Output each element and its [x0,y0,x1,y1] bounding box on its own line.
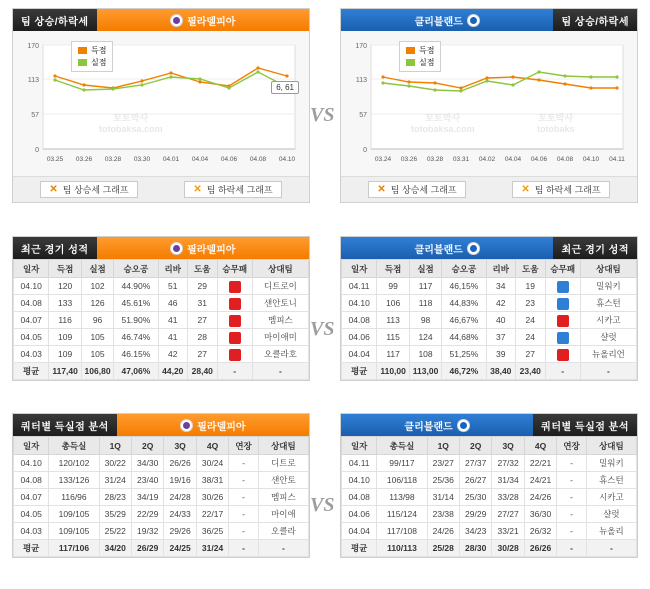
right-recent-team-bar [341,237,553,259]
col-result: 승무패 [217,260,252,278]
table-row: 04.10 106 118 44,83% 42 23 휴스턴 [342,295,637,312]
svg-text:03.31: 03.31 [452,156,470,163]
right-recent-panel [340,236,638,381]
svg-text:04.06: 04.06 [220,156,238,163]
left-recent-title: 최근 경기 성적 [21,244,89,256]
svg-text:04.08: 04.08 [556,156,574,163]
table-row-average: 평균 117/106 34/20 26/29 24/25 31/24 - - [14,540,309,557]
x-mark-icon: ✕ [193,184,202,195]
opponent-cell: 샬럿 [586,506,636,523]
right-quarter-table [341,436,637,557]
svg-text:03.28: 03.28 [426,156,444,163]
right-chart-legend [399,41,441,72]
vs-label-quarter: VS [310,494,335,516]
opponent-cell: 디트로이 [252,278,308,295]
table-row: 04.05 109 105 46.74% 41 28 마이애미 [14,329,309,346]
table-row-average: 평균 110,00 113,00 46,72% 38,40 23,40 - - [342,363,637,380]
result-badge [545,312,580,329]
result-icon [557,332,569,344]
svg-text:04.04: 04.04 [504,156,522,163]
right-chart-team-bar [341,9,553,31]
result-icon [229,332,241,344]
svg-text:04.06: 04.06 [530,156,548,163]
left-chart-svg [13,31,309,176]
col-date: 일자 [14,260,49,278]
table-row: 04.05 109/105 35/29 22/29 24/33 22/17 - 마이애 [14,506,309,523]
col-q2: 2Q [459,437,491,455]
vs-label-recent: VS [310,318,335,340]
col-result: 승무패 [545,260,580,278]
svg-text:03.28: 03.28 [104,156,122,163]
svg-text:03.26: 03.26 [75,156,93,163]
col-ast: 도움 [188,260,218,278]
result-badge [545,278,580,295]
table-row: 04.11 99/117 23/27 27/37 27/32 22/21 - 밀워키 [342,455,637,472]
col-ot: 연장 [557,437,587,455]
col-opponent: 상대팀 [252,260,308,278]
x-mark-icon: ✕ [521,184,530,195]
legend-swatch-against [406,59,415,66]
left-uptrend-button[interactable] [40,181,137,198]
col-ast: 도움 [516,260,546,278]
right-chart-panel [340,8,638,203]
legend-swatch-against [78,59,87,66]
result-icon [557,281,569,293]
table-header-row [14,437,309,455]
col-q2: 2Q [131,437,163,455]
left-recent-table [13,259,309,380]
table-row: 04.04 117/108 24/26 34/23 33/21 26/32 - 뉴올리 [342,523,637,540]
table-row: 04.06 115/124 23/38 29/29 27/27 36/30 - 샬럿 [342,506,637,523]
left-quarter-title: 쿼터별 득실점 분석 [21,421,109,433]
table-header-row [342,437,637,455]
table-row: 04.10 106/118 25/36 26/27 31/34 24/21 - 휴스턴 [342,472,637,489]
col-fg: 승오공 [114,260,158,278]
opponent-cell: 샌안토니 [252,295,308,312]
table-row: 04.06 115 124 44,68% 37 24 샬럿 [342,329,637,346]
table-row: 04.07 116 96 51.90% 41 27 멤피스 [14,312,309,329]
svg-text:03.25: 03.25 [46,156,64,163]
col-against: 실점 [409,260,441,278]
left-recent-team-label: 필라델피아 [187,244,236,256]
opponent-cell: 마이애 [258,506,308,523]
left-quarter-table [13,436,309,557]
table-row: 04.08 133 126 45.61% 46 31 샌안토니 [14,295,309,312]
left-chart-body [13,31,309,176]
left-chart-team-bar [97,9,309,31]
opponent-cell: 디트로 [258,455,308,472]
svg-text:113: 113 [27,77,39,84]
left-chart-header [13,9,309,31]
legend-entry-against [78,57,106,69]
left-quarter-team [172,418,253,433]
col-q3: 3Q [492,437,524,455]
table-header-row [342,260,637,278]
table-row: 04.10 120/102 30/22 34/30 26/26 30/24 - 디트로 [14,455,309,472]
table-row: 04.03 109 105 46.15% 42 27 오클라호 [14,346,309,363]
right-quarter-team [396,418,477,433]
col-q1: 1Q [427,437,459,455]
opponent-cell: 휴스턴 [580,295,636,312]
result-icon [557,315,569,327]
result-icon [557,298,569,310]
left-recent-panel [12,236,310,381]
result-badge [545,346,580,363]
svg-text:04.02: 04.02 [478,156,496,163]
right-chart-body [341,31,637,176]
col-against: 실점 [81,260,113,278]
table-row-average: 평균 117,40 106,80 47,06% 44,20 28,40 - - [14,363,309,380]
phi-logo-icon [170,14,183,27]
col-reb: 리바 [158,260,188,278]
left-quarter-panel [12,413,310,558]
table-row: 04.11 99 117 46,15% 34 19 밀워키 [342,278,637,295]
result-badge [545,295,580,312]
left-downtrend-label: 팀 하락세 그래프 [206,185,273,195]
opponent-cell: 밀워키 [586,455,636,472]
opponent-cell: 휴스턴 [586,472,636,489]
opponent-cell: 멤피스 [252,312,308,329]
left-recent-team-bar [97,237,309,259]
col-date: 일자 [14,437,49,455]
opponent-cell: 멤피스 [258,489,308,506]
svg-text:170: 170 [27,43,39,50]
col-score: 득점 [377,260,409,278]
right-uptrend-label: 팀 상승세 그래프 [390,185,457,195]
svg-text:113: 113 [355,77,367,84]
result-icon [557,349,569,361]
col-q1: 1Q [99,437,131,455]
right-chart-team-label: 클리블랜드 [414,16,463,28]
cle-logo-icon [467,242,480,255]
table-row: 04.08 133/126 31/24 23/40 19/16 38/31 - 샌안토 [14,472,309,489]
col-date: 일자 [342,437,377,455]
opponent-cell: 샌안토 [258,472,308,489]
svg-text:03.26: 03.26 [400,156,418,163]
x-mark-icon: ✕ [377,184,386,195]
svg-text:04.10: 04.10 [582,156,600,163]
left-chart-panel [12,8,310,203]
col-opponent: 상대팀 [580,260,636,278]
right-chart-footer [341,176,637,202]
left-downtrend-button[interactable] [184,181,281,198]
left-recent-team [162,241,243,256]
opponent-cell: 샬럿 [580,329,636,346]
table-row: 04.10 120 102 44.90% 51 29 디트로이 [14,278,309,295]
left-chart-team-label: 필라델피아 [187,16,236,28]
table-row: 04.03 109/105 25/22 19/32 29/26 36/25 - 오클라 [14,523,309,540]
legend-entry-against [406,57,434,69]
svg-text:04.11: 04.11 [609,156,625,163]
left-chart-team [162,13,243,28]
opponent-cell: 오클라 [258,523,308,540]
col-date: 일자 [342,260,377,278]
table-row: 04.04 117 108 51,25% 39 27 뉴올리언 [342,346,637,363]
left-recent-header [13,237,309,259]
right-quarter-panel [340,413,638,558]
right-recent-team [407,241,488,256]
right-quarter-header [341,414,637,436]
opponent-cell: 오클라호 [252,346,308,363]
svg-text:57: 57 [359,112,367,119]
col-ot: 연장 [229,437,259,455]
table-row-average: 평균 110/113 25/28 28/30 30/28 26/26 - - [342,540,637,557]
opponent-cell: 뉴올리언 [580,346,636,363]
right-recent-table [341,259,637,380]
cle-logo-icon [467,14,480,27]
table-row: 04.08 113/98 31/14 25/30 33/28 24/26 - 시카고 [342,489,637,506]
cle-logo-icon [457,419,470,432]
col-q4: 4Q [524,437,556,455]
svg-text:04.04: 04.04 [191,156,209,163]
phi-logo-icon [170,242,183,255]
left-chart-legend [71,41,113,72]
table-row: 04.08 113 98 46,67% 40 24 시카고 [342,312,637,329]
right-chart-svg [341,31,637,176]
opponent-cell: 시카고 [580,312,636,329]
result-badge [217,346,252,363]
col-q4: 4Q [196,437,228,455]
col-total: 총득실 [377,437,427,455]
legend-label-score: 득점 [419,46,435,55]
svg-text:170: 170 [355,43,367,50]
table-row: 04.07 116/96 28/23 34/19 24/28 30/26 - 멤피스 [14,489,309,506]
legend-entry-score [406,45,434,57]
col-q3: 3Q [164,437,196,455]
opponent-cell: 마이애미 [252,329,308,346]
right-recent-team-label: 클리블랜드 [414,244,463,256]
right-quarter-title: 쿼터별 득실점 분석 [541,421,629,433]
legend-entry-score [78,45,106,57]
legend-label-against: 실점 [91,57,107,67]
svg-text:0: 0 [363,147,367,154]
legend-swatch-score [78,47,87,54]
svg-text:03.24: 03.24 [374,156,392,163]
result-badge [217,329,252,346]
svg-text:03.30: 03.30 [133,156,151,163]
right-quarter-team-bar [341,414,533,436]
col-reb: 리바 [486,260,516,278]
x-mark-icon: ✕ [49,184,58,195]
right-downtrend-label: 팀 하락세 그래프 [534,185,601,195]
svg-text:04.01: 04.01 [162,156,180,163]
result-badge [217,278,252,295]
left-chart-footer [13,176,309,202]
left-chart-title: 팀 상승/하락세 [21,16,89,28]
result-icon [229,315,241,327]
svg-text:57: 57 [31,112,39,119]
svg-text:0: 0 [35,147,39,154]
col-opponent: 상대팀 [258,437,308,455]
right-chart-team [407,13,488,28]
col-total: 총득실 [49,437,99,455]
left-quarter-team-label: 필라델피아 [197,421,246,433]
legend-label-against: 실점 [419,57,435,67]
result-icon [229,281,241,293]
col-opponent: 상대팀 [586,437,636,455]
opponent-cell: 시카고 [586,489,636,506]
svg-text:04.10: 04.10 [278,156,296,163]
result-icon [229,349,241,361]
phi-logo-icon [180,419,193,432]
right-recent-header [341,237,637,259]
opponent-cell: 밀워키 [580,278,636,295]
right-quarter-team-label: 클리블랜드 [404,421,453,433]
col-fg: 승오공 [442,260,486,278]
right-chart-title: 팀 상승/하락세 [561,16,629,28]
right-downtrend-button[interactable] [512,181,609,198]
result-icon [229,298,241,310]
left-quarter-header [13,414,309,436]
left-uptrend-label: 팀 상승세 그래프 [62,185,129,195]
left-quarter-team-bar [117,414,309,436]
result-badge [217,312,252,329]
svg-text:04.08: 04.08 [249,156,267,163]
vs-label-chart: VS [310,104,335,126]
right-uptrend-button[interactable] [368,181,465,198]
legend-label-score: 득점 [91,46,107,55]
legend-swatch-score [406,47,415,54]
table-header-row [14,260,309,278]
result-badge [217,295,252,312]
col-score: 득점 [49,260,81,278]
left-chart-tooltip: 6, 61 [271,81,299,94]
right-chart-header [341,9,637,31]
result-badge [545,329,580,346]
opponent-cell: 뉴올리 [586,523,636,540]
right-recent-title: 최근 경기 성적 [561,244,629,256]
